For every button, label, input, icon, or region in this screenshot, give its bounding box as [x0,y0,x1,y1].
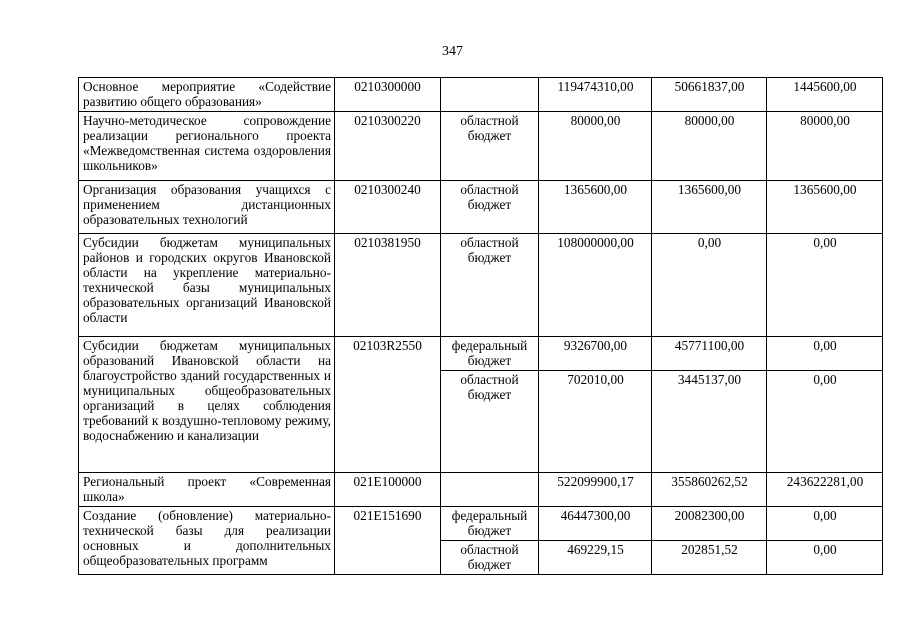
budget-table [78,77,883,575]
row-code: 02103R2550 [335,337,441,473]
row-source: федеральный бюджет [441,337,539,371]
page-number: 347 [442,44,463,59]
row-value-2: 1365600,00 [652,181,767,234]
row-value-1: 46447300,00 [539,507,652,541]
row-source: областной бюджет [441,371,539,473]
table-row [79,112,883,181]
row-value-2: 50661837,00 [652,78,767,112]
row-value-1: 119474310,00 [539,78,652,112]
row-value-2: 80000,00 [652,112,767,181]
row-value-1: 1365600,00 [539,181,652,234]
row-name: Организация образования учащихся с применением дистанционных образовательных технологий [79,181,335,234]
row-code: 0210300240 [335,181,441,234]
row-value-1: 80000,00 [539,112,652,181]
row-source [441,78,539,112]
row-value-1: 108000000,00 [539,234,652,337]
table-row [79,507,883,541]
row-value-3: 0,00 [767,371,883,473]
row-value-1: 9326700,00 [539,337,652,371]
row-code: 021E151690 [335,507,441,575]
row-value-2: 202851,52 [652,541,767,575]
table-row [79,473,883,507]
row-value-1: 522099900,17 [539,473,652,507]
row-source: областной бюджет [441,234,539,337]
row-code: 021E100000 [335,473,441,507]
table-row [79,234,883,337]
row-value-3: 0,00 [767,541,883,575]
row-source: федеральный бюджет [441,507,539,541]
row-code: 0210300220 [335,112,441,181]
row-code: 0210300000 [335,78,441,112]
row-source: областной бюджет [441,181,539,234]
row-value-2: 355860262,52 [652,473,767,507]
row-name: Региональный проект «Современная школа» [79,473,335,507]
row-source: областной бюджет [441,541,539,575]
row-value-3: 80000,00 [767,112,883,181]
table-row [79,78,883,112]
row-source [441,473,539,507]
row-value-3: 0,00 [767,234,883,337]
row-source: областной бюджет [441,112,539,181]
row-value-1: 702010,00 [539,371,652,473]
row-value-3: 0,00 [767,337,883,371]
row-value-3: 1365600,00 [767,181,883,234]
row-name: Создание (обновление) материально-технической базы для реализации основных и дополнительных общеобразовательных программ [79,507,335,575]
row-name: Научно-методическое сопровождение реализации регионального проекта «Межведомственная система оздоровления школьников» [79,112,335,181]
table-row [79,337,883,371]
row-value-3: 0,00 [767,507,883,541]
row-name: Субсидии бюджетам муниципальных образований Ивановской области на благоустройство зданий государственных и муниципальных общеобразовательных организаций в целях соблюдения требований к воздушно-тепловому режиму, водоснабжению и канализации [79,337,335,473]
table-row [79,181,883,234]
row-value-2: 3445137,00 [652,371,767,473]
row-value-1: 469229,15 [539,541,652,575]
row-name: Основное мероприятие «Содействие развитию общего образования» [79,78,335,112]
row-value-2: 45771100,00 [652,337,767,371]
row-name: Субсидии бюджетам муниципальных районов и городских округов Ивановской области на укрепление материально-технической базы муниципальных образовательных организаций Ивановской области [79,234,335,337]
row-value-2: 0,00 [652,234,767,337]
row-value-3: 1445600,00 [767,78,883,112]
row-value-2: 20082300,00 [652,507,767,541]
row-value-3: 243622281,00 [767,473,883,507]
row-code: 0210381950 [335,234,441,337]
